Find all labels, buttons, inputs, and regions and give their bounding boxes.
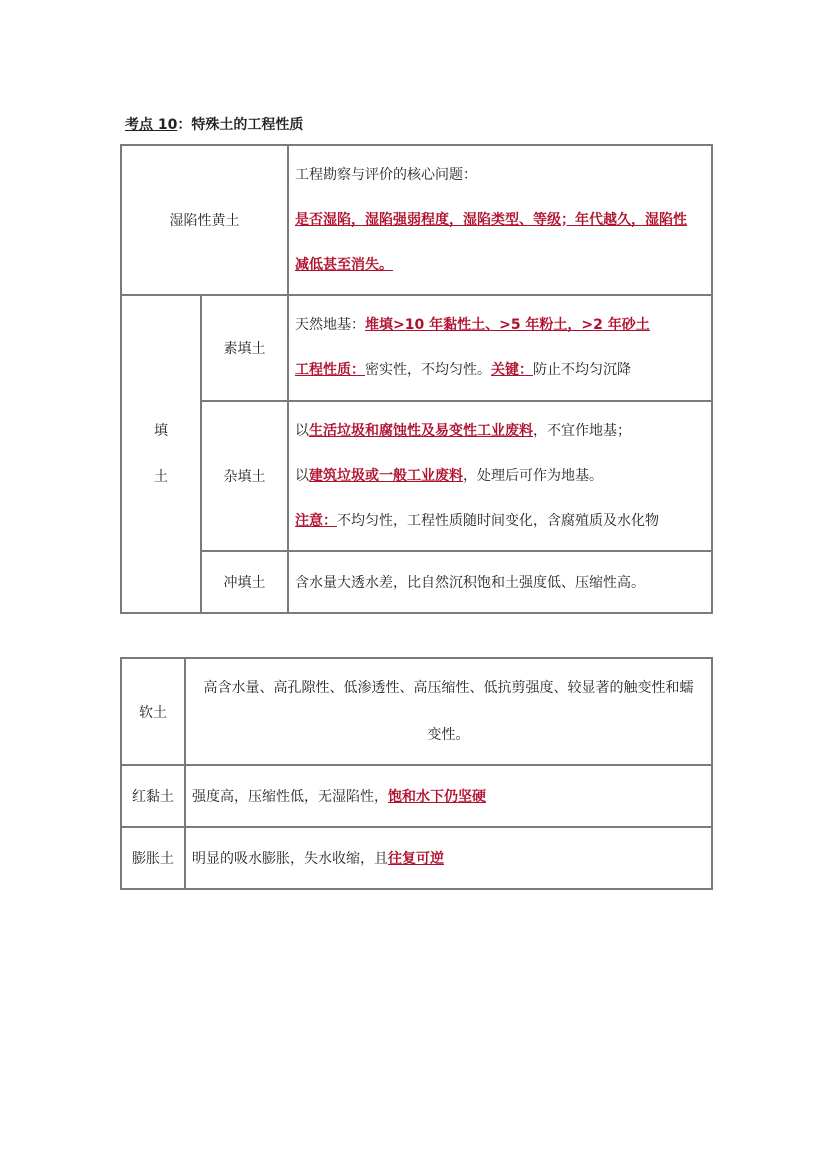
key-point: 减低甚至消失。 [295,256,393,273]
soft-soil-row [121,658,712,765]
collapsible-loess-name: 湿陷性黄土 [121,145,288,295]
key-point: 注意： [295,512,337,529]
section-title [125,114,303,134]
soft-soil-name: 软土 [121,658,185,765]
collapsible-loess-row [121,145,712,295]
fill-soil-name [121,295,201,613]
collapsible-loess-desc [288,145,712,295]
misc-fill-desc [288,401,712,551]
desc-text: ，处理后可作为地基。 [463,467,603,484]
key-point: 往复可逆 [388,851,444,867]
key-point: 建筑垃圾或一般工业废料 [309,467,463,484]
hydraulic-fill-name: 冲填土 [201,551,288,613]
fill-soil-table [120,144,713,614]
soft-soil-desc [185,658,712,765]
desc-text: 防止不均匀沉降 [533,362,631,378]
key-point: 饱和水下仍坚硬 [388,789,486,805]
desc-text: 以 [295,467,309,484]
key-point: 工程性质： [295,362,365,378]
desc-text: 强度高，压缩性低，无湿陷性， [192,789,388,805]
hydraulic-fill-row [121,551,712,613]
section-number: 考点 10 [125,117,178,133]
desc-text: 不均匀性，工程性质随时间变化，含腐殖质及水化物 [337,512,659,529]
soil-char: 土 [154,469,168,485]
desc-line: 工程勘察与评价的核心问题： [295,166,477,183]
desc-text: 天然地基： [295,317,365,333]
plain-fill-desc [288,295,712,401]
misc-fill-name: 杂填土 [201,401,288,551]
plain-fill-name: 素填土 [201,295,288,401]
special-soil-table [120,657,713,890]
misc-fill-row [121,401,712,551]
plain-fill-row [121,295,712,401]
fill-char: 填 [154,423,168,439]
key-point: 堆填>10 年黏性土、>5 年粉土，>2 年砂土 [365,317,650,333]
desc-text: 以 [295,422,309,439]
red-clay-row [121,765,712,827]
desc-text: 明显的吸水膨胀，失水收缩，且 [192,851,388,867]
desc-text: 密实性，不均匀性。 [365,362,491,378]
section-heading: ：特殊土的工程性质 [177,117,304,133]
key-point: 是否湿陷，湿陷强弱程度，湿陷类型、等级；年代越久，湿陷性 [295,211,687,228]
expansive-soil-name: 膨胀土 [121,827,185,889]
key-point: 关键： [491,362,533,378]
expansive-soil-desc [185,827,712,889]
expansive-soil-row [121,827,712,889]
desc-line: 高含水量、高孔隙性、低渗透性、高压缩性、低抗剪强度、较显著的触变性和蠕 [203,679,694,696]
desc-line: 变性。 [427,726,470,743]
key-point: 生活垃圾和腐蚀性及易变性工业废料 [309,422,533,439]
hydraulic-fill-desc: 含水量大透水差，比自然沉积饱和土强度低、压缩性高。 [288,551,712,613]
red-clay-name: 红黏土 [121,765,185,827]
desc-text: ，不宜作地基； [533,422,631,439]
red-clay-desc [185,765,712,827]
